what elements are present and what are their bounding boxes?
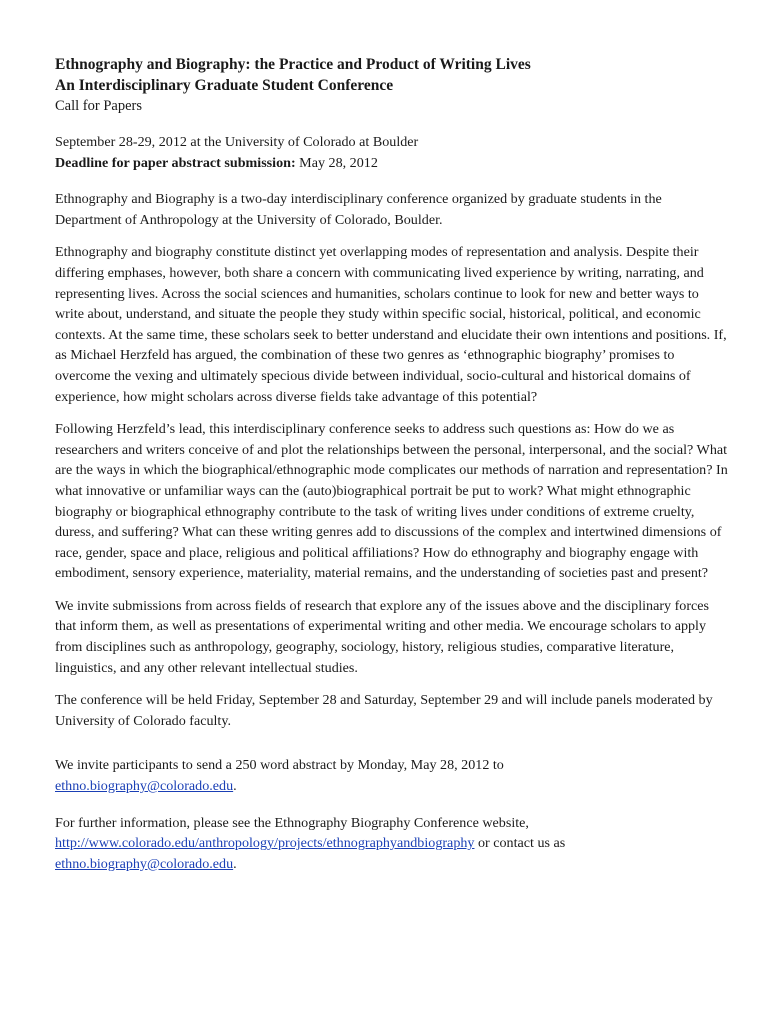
info-text: For further information, please see the Ethnography Biography Conference website,	[55, 814, 529, 831]
deadline-line	[55, 153, 728, 174]
abstract-text: We invite participants to send a 250 word abstract by Monday, May 28, 2012 to	[55, 757, 504, 774]
deadline-label: Deadline for paper abstract submission:	[55, 154, 296, 171]
deadline-value: May 28, 2012	[295, 154, 378, 171]
info-period: .	[233, 855, 237, 872]
further-info	[55, 813, 728, 875]
email-link[interactable]: ethno.biography@colorado.edu	[55, 778, 234, 795]
call-for-papers: Call for Papers	[55, 98, 142, 114]
schedule-paragraph: The conference will be held Friday, September 28 and Saturday, September 29 and will include panels moderated by University of Colorado faculty.	[55, 692, 713, 729]
submissions-paragraph: We invite submissions from across fields of research that explore any of the issues above and the disciplinary forces that inform them, as well as presentations of experimental writing and other media. We encourage scholars to apply from disciplines such as anthropology, geography, sociology, history, religious studies, comparative literature, linguistics, and any other relevant intellectual studies.	[55, 597, 710, 676]
abstract-instructions	[55, 755, 728, 796]
intro-paragraph: Ethnography and Biography is a two-day interdisciplinary conference organized by graduate students in the Department of Anthropology at the University of Colorado, Boulder.	[55, 191, 662, 228]
questions-paragraph: Following Herzfeld’s lead, this interdisciplinary conference seeks to address such questions as: How do we as researchers and writers conceive of and plot the relationships between the personal, interpersonal, and the social? What are the ways in which the biographical/ethnographic mode complicates our methods of narration and representation? In what innovative or unfamiliar ways can the (auto)biographical portrait be put to work? What might ethnographic biography or biographical ethnography contribute to the task of writing lives under conditions of extreme cruelty, duress, and suffering? What can these writing genres add to discussions of the complex and intertwined dimensions of race, gender, space and place, religious and political affiliations? How do ethnography and biography engage with embodiment, sensory experience, materiality, material remains, and the understanding of societies past and present?	[55, 421, 728, 582]
conference-subtitle: An Interdisciplinary Graduate Student Conference	[55, 77, 394, 94]
contact-text: or contact us as	[474, 835, 566, 852]
overview-paragraph: Ethnography and biography constitute distinct yet overlapping modes of representation and analysis. Despite their differing emphases, however, both share a concern with communicating lived experience by writing, narrating, and representing lives. Across the social sciences and humanities, scholars continue to look for new and better ways to write about, understand, and situate the people they study within specific social, historical, political, and economic contexts. At the same time, these scholars seek to better understand and elucidate their own intentions and positions. If, as Michael Herzfeld has argued, the combination of these two genres as ‘ethnographic biography’ promises to overcome the vexing and ultimately specious divide between individual, socio-cultural and historical domains of experience, how might scholars across diverse fields take advantage of this potential?	[55, 244, 727, 405]
contact-email-link[interactable]: ethno.biography@colorado.edu	[55, 855, 234, 872]
abstract-period: .	[233, 778, 237, 795]
website-link[interactable]: http://www.colorado.edu/anthropology/projects/ethnographyandbiography	[55, 835, 475, 852]
conference-title: Ethnography and Biography: the Practice and Product of Writing Lives	[55, 56, 531, 73]
conference-dates: September 28-29, 2012 at the University of Colorado at Boulder	[55, 134, 419, 150]
